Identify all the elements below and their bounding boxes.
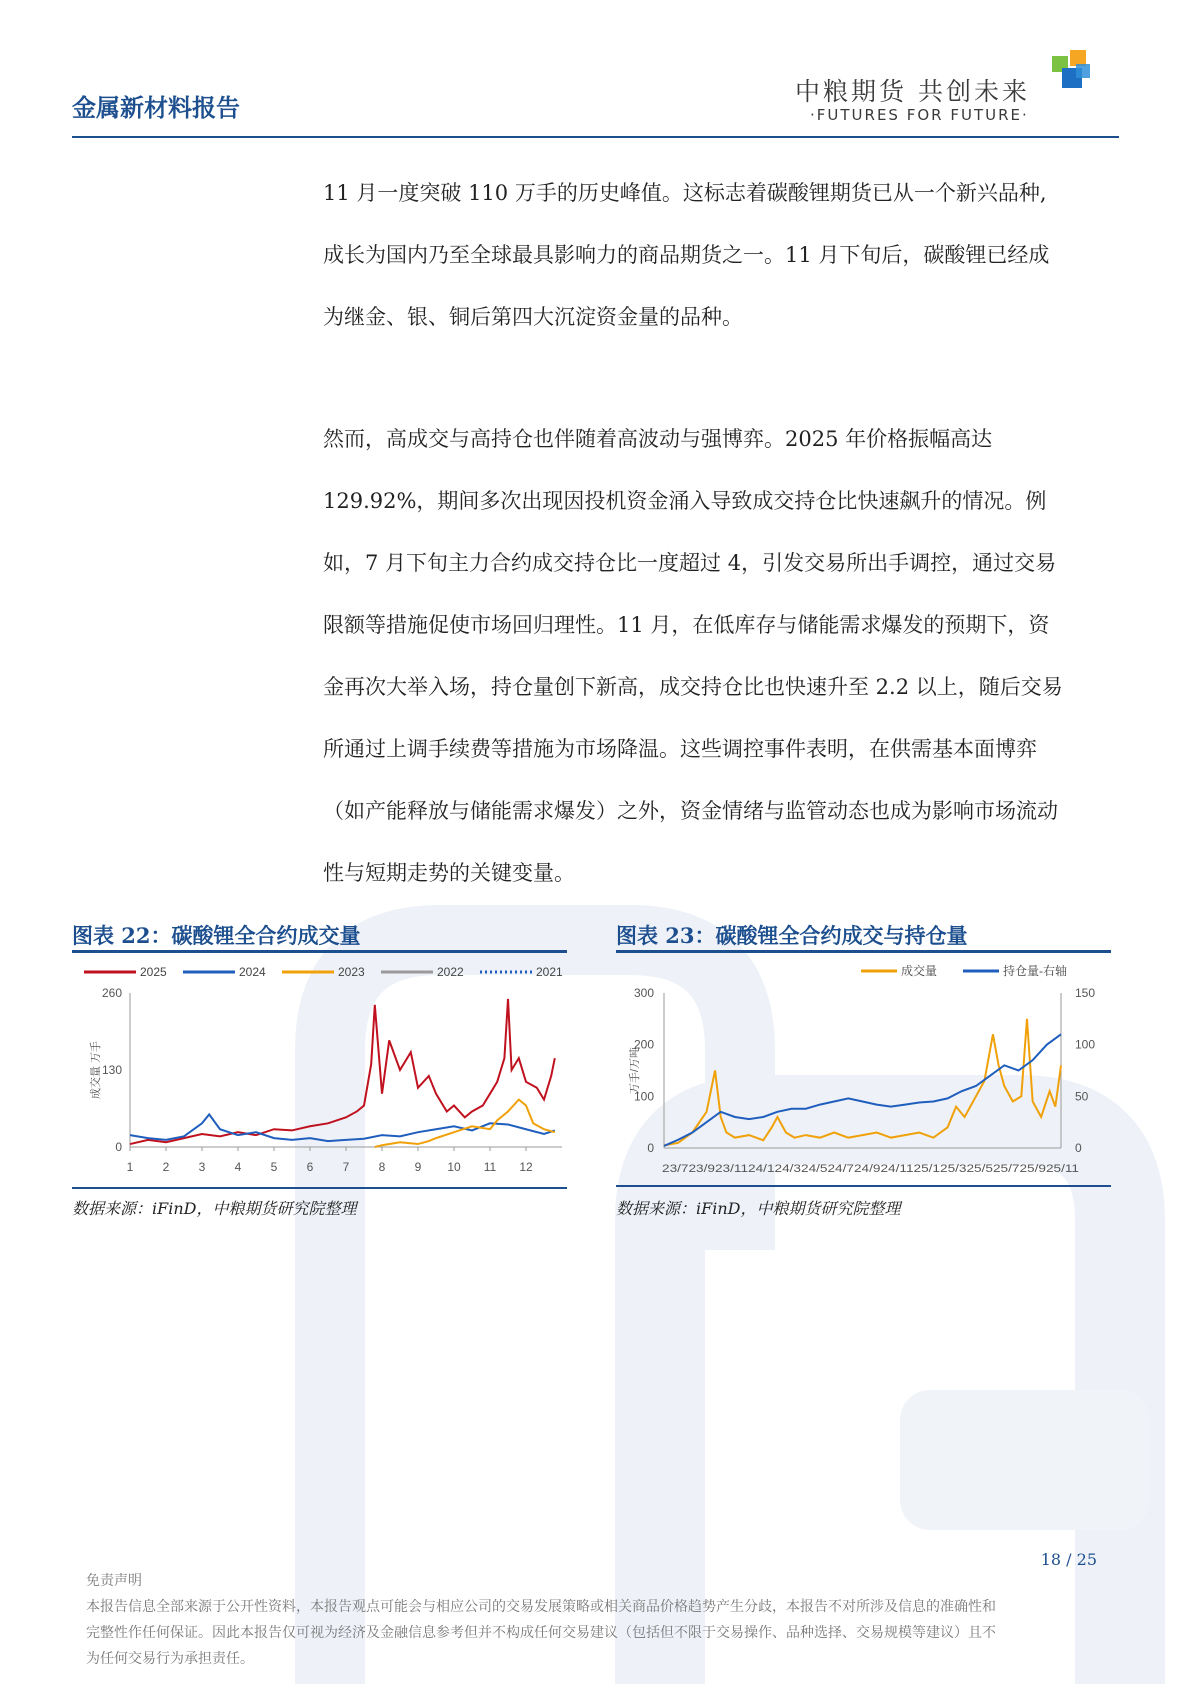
paragraph-line: 成长为国内乃至全球最具影响力的商品期货之一。11 月下旬后，碳酸锂已经成 — [323, 243, 1050, 267]
page-number: 18 / 25 — [1040, 1550, 1097, 1569]
y-tick-label: 260 — [101, 986, 122, 1000]
x-tick-label: 3 — [198, 1160, 206, 1174]
x-tick-label: 6 — [306, 1160, 314, 1174]
paragraph-line: 性与短期走势的关键变量。 — [323, 861, 575, 885]
header-divider — [72, 136, 1119, 138]
disclaimer — [86, 1568, 1106, 1672]
x-tick-label: 8 — [378, 1160, 386, 1174]
x-tick-label: 4 — [234, 1160, 242, 1174]
figure-22-title: 图表 22：碳酸锂全合约成交量 — [72, 923, 361, 948]
paragraph-line: 限额等措施促使市场回归理性。11 月，在低库存与储能需求爆发的预期下，资 — [323, 613, 1050, 637]
x-tick-label: 11 — [483, 1160, 497, 1174]
paragraph-line: 为继金、银、铜后第四大沉淀资金量的品种。 — [323, 305, 743, 329]
legend-label: 持仓量-右轴 — [1003, 964, 1067, 978]
y-axis-label: 成交量 万手 — [90, 1040, 102, 1100]
figure-23-source: 数据来源：iFinD，中粮期货研究院整理 — [616, 1199, 901, 1218]
x-tick-label: 10 — [447, 1160, 461, 1174]
y-axis-label: 万手/万吨 — [629, 1046, 641, 1095]
series-line-持仓量-右轴 — [664, 1034, 1061, 1146]
legend-label: 2023 — [338, 965, 365, 979]
legend-label: 2025 — [140, 965, 167, 979]
y-tick-label: 130 — [101, 1063, 122, 1077]
figure-23-top-rule — [616, 950, 1111, 953]
y-tick-label: 0 — [115, 1140, 122, 1154]
logo-english-text: ·FUTURES FOR FUTURE· — [810, 106, 1029, 124]
series-line-成交量 — [664, 1019, 1061, 1146]
y2-tick-label: 100 — [1075, 1037, 1096, 1052]
x-tick-label: 2 — [162, 1160, 170, 1174]
legend-label: 2024 — [239, 965, 266, 979]
disclaimer-line: 完整性作任何保证。因此本报告仅可视为经济及金融信息参考但并不构成任何交易建议（包括但不限于交易操作、品种选择、交易规模等建议）且不 — [86, 1625, 996, 1641]
figure-22-source: 数据来源：iFinD，中粮期货研究院整理 — [72, 1199, 357, 1218]
paragraph-line: 129.92%，期间多次出现因投机资金涌入导致成交持仓比快速飙升的情况。例 — [323, 489, 1047, 513]
legend-label: 2021 — [536, 965, 563, 979]
paragraph-line: 然而，高成交与高持仓也伴随着高波动与强博弈。2025 年价格振幅高达 — [323, 427, 993, 451]
x-tick-label: 9 — [414, 1160, 422, 1174]
disclaimer-title: 免责声明 — [86, 1573, 142, 1589]
legend-label: 成交量 — [901, 964, 938, 978]
paragraph-line: 11 月一度突破 110 万手的历史峰值。这标志着碳酸锂期货已从一个新兴品种, — [323, 181, 1047, 205]
x-tick-label: 1 — [126, 1160, 134, 1174]
paragraph-line: （如产能释放与储能需求爆发）之外，资金情绪与监管动态也成为影响市场流动 — [323, 799, 1058, 823]
x-tick-label: 12 — [519, 1160, 533, 1174]
x-tick-label: 5 — [270, 1160, 278, 1174]
figure-22-top-rule — [72, 950, 567, 953]
y2-tick-label: 50 — [1075, 1089, 1089, 1104]
series-line-2023 — [375, 1100, 555, 1147]
y2-tick-label: 150 — [1075, 986, 1096, 1000]
chart-23 — [616, 955, 1111, 1185]
x-tick-label: 7 — [342, 1160, 350, 1174]
company-logo-icon — [1052, 50, 1094, 90]
legend-label: 2022 — [437, 965, 464, 979]
disclaimer-line: 为任何交易行为承担责任。 — [86, 1651, 254, 1667]
series-line-2025 — [130, 999, 555, 1144]
disclaimer-line: 本报告信息全部来源于公开性资料，本报告观点可能会与相应公司的交易发展策略或相关商品价格趋势产生分歧，本报告不对所涉及信息的准确性和 — [86, 1599, 996, 1615]
figure-23-bottom-rule — [616, 1185, 1111, 1187]
paragraph-2 — [323, 408, 1103, 904]
figure-22-bottom-rule — [72, 1187, 567, 1189]
y-tick-label: 300 — [633, 986, 654, 1000]
y-tick-label: 100 — [633, 1089, 654, 1104]
y2-tick-label: 0 — [1075, 1141, 1082, 1155]
paragraph-line: 如，7 月下旬主力合约成交持仓比一度超过 4，引发交易所出手调控，通过交易 — [323, 551, 1057, 575]
paragraph-line: 所通过上调手续费等措施为市场降温。这些调控事件表明，在供需基本面博弈 — [323, 737, 1037, 761]
paragraph-line: 金再次大举入场，持仓量创下新高，成交持仓比也快速升至 2.2 以上，随后交易 — [323, 675, 1063, 699]
chart-22 — [72, 955, 567, 1185]
y-tick-label: 0 — [647, 1141, 654, 1155]
y-tick-label: 200 — [633, 1037, 654, 1052]
figure-23-title: 图表 23：碳酸锂全合约成交与持仓量 — [616, 923, 968, 948]
report-title: 金属新材料报告 — [72, 93, 240, 122]
logo-chinese-text: 中粮期货 共创未来 — [795, 77, 1030, 106]
paragraph-1 — [323, 162, 1103, 348]
x-tick-labels: 23/723/923/1124/124/324/524/724/924/1125/125/325/525/725/925/11 — [662, 1163, 1079, 1175]
